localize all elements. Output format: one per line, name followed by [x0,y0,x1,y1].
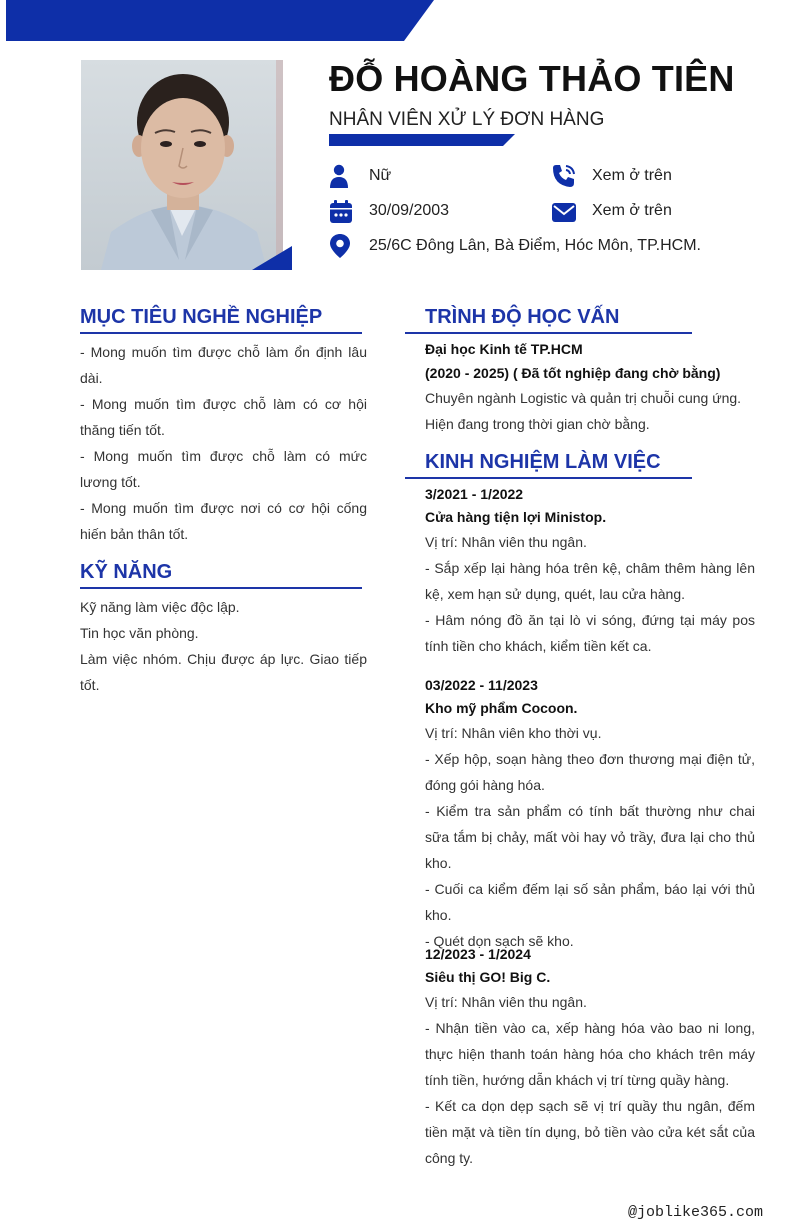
user-icon [328,164,352,188]
education-block [425,337,755,437]
education-major: Chuyên ngành Logistic và quản trị chuỗi cung ứng. [425,390,742,406]
job-title: NHÂN VIÊN XỬ LÝ ĐƠN HÀNG [329,109,605,130]
job-entry [425,943,755,1171]
job-duty: - Nhận tiền vào ca, xếp hàng hóa vào bao ni long, thực hiện thanh toán hàng hóa cho khách trên máy tính tiền, hướng dẫn khách vị trí từng quầy hàng. [425,1020,755,1088]
job-entry [425,483,755,659]
job-duty: - Quét dọn sạch sẽ kho. [425,933,574,949]
job-company: Kho mỹ phẩm Cocoon. [425,700,578,716]
header-band [6,0,434,41]
objective-item: - Mong muốn tìm được chỗ làm có mức lương tốt. [80,448,367,490]
candidate-name: ĐỖ HOÀNG THẢO TIÊN [329,58,735,99]
calendar-icon [329,200,353,224]
objective-list [80,339,367,547]
job-entry [425,674,755,954]
location-pin-icon [329,234,353,258]
job-position: Vị trí: Nhân viên thu ngân. [425,994,587,1010]
objective-item: - Mong muốn tìm được chỗ làm có cơ hội thăng tiến tốt. [80,396,367,438]
watermark-text: @joblike365.com [628,1204,764,1221]
title-underline-bar [329,134,515,146]
skills-list [80,594,367,698]
education-divider [405,332,692,334]
skill-item: Tin học văn phòng. [80,625,199,641]
phone-icon [552,164,576,188]
objective-divider [80,332,362,334]
skill-item: Kỹ năng làm việc độc lập. [80,599,240,615]
phone-value: Xem ở trên [592,167,672,184]
experience-divider [405,477,692,479]
email-value: Xem ở trên [592,202,672,219]
job-period: 3/2021 - 1/2022 [425,486,524,502]
job-duty: - Cuối ca kiểm đếm lại số sản phẩm, báo lại với thủ kho. [425,881,755,923]
education-status: Hiện đang trong thời gian chờ bằng. [425,416,650,432]
job-duty: - Kiểm tra sản phẩm có tính bất thường như chai sữa tắm bị chảy, mất vòi hay vỏ trầy, đưa lại cho thủ kho. [425,803,755,871]
job-duty: - Xếp hộp, soạn hàng theo đơn thương mại điện tử, đóng gói hàng hóa. [425,751,755,793]
job-company: Siêu thị GO! Big C. [425,969,551,985]
job-period: 03/2022 - 11/2023 [425,677,538,693]
skill-item: Làm việc nhóm. Chịu được áp lực. Giao tiếp tốt. [80,651,367,693]
objective-item: - Mong muốn tìm được nơi có cơ hội cống hiến bản thân tốt. [80,500,367,542]
job-position: Vị trí: Nhân viên kho thời vụ. [425,725,602,741]
experience-heading: KINH NGHIỆM LÀM VIỆC [425,451,661,473]
job-period: 12/2023 - 1/2024 [425,946,531,962]
photo-corner-accent [252,246,292,270]
address-value: 25/6C Đông Lân, Bà Điểm, Hóc Môn, TP.HCM. [369,237,701,254]
objective-item: - Mong muốn tìm được chỗ làm ổn định lâu dài. [80,344,367,386]
school-name: Đại học Kinh tế TP.HCM [425,341,583,357]
profile-photo [81,60,283,270]
education-heading: TRÌNH ĐỘ HỌC VẤN [425,306,620,328]
gender-value: Nữ [369,167,392,184]
skills-divider [80,587,362,589]
job-duty: - Hâm nóng đồ ăn tại lò vi sóng, đứng tại máy pos tính tiền cho khách, kiểm tiền kết ca. [425,612,755,654]
job-position: Vị trí: Nhân viên thu ngân. [425,534,587,550]
job-company: Cửa hàng tiện lợi Ministop. [425,509,607,525]
education-period: (2020 - 2025) ( Đã tốt nghiệp đang chờ bằng) [425,365,721,381]
mail-icon [552,200,576,224]
skills-heading: KỸ NĂNG [80,561,173,583]
birthdate-value: 30/09/2003 [369,202,450,219]
job-duty: - Kết ca dọn dẹp sạch sẽ vị trí quầy thu ngân, đếm tiền mặt và tiền tín dụng, bỏ tiền vào cửa két sắt của công ty. [425,1098,755,1166]
objective-heading: MỤC TIÊU NGHỀ NGHIỆP [80,306,323,328]
job-duty: - Sắp xếp lại hàng hóa trên kệ, châm thêm hàng lên kệ, xem hạn sử dụng, quét, lau cửa hàng. [425,560,755,602]
